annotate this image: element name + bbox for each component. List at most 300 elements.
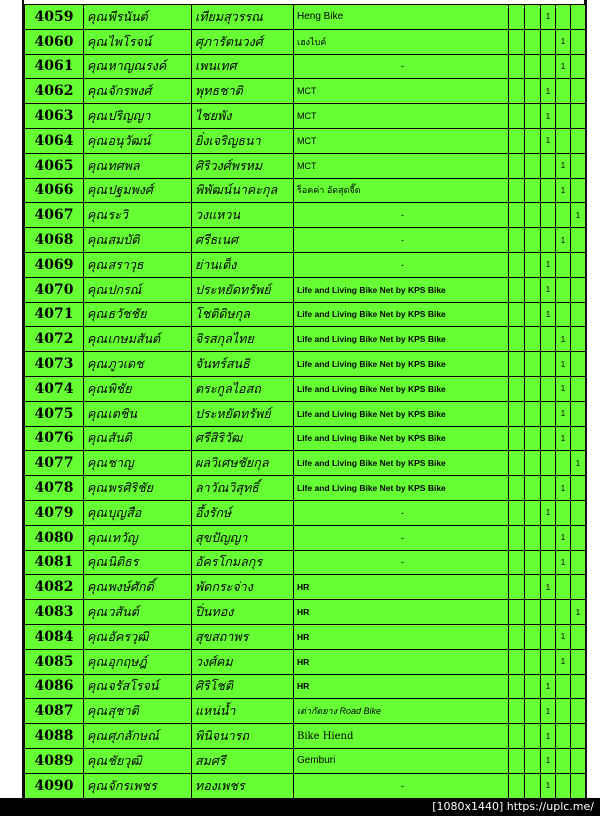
mark-cell: 1 [556,401,571,426]
mark-cell: 1 [541,128,556,153]
table-row [25,748,586,773]
name-title: คุณ [84,773,108,798]
row-number: 4066 [25,178,84,203]
shop-name: Life and Living Bike Net by KPS Bike [294,376,509,401]
shop-name: - [294,525,509,550]
mark-cell [571,624,586,649]
name-title: คุณ [84,451,108,476]
mark-cell [509,352,525,377]
row-number: 4086 [25,674,84,699]
row-number: 4081 [25,550,84,575]
mark-cell: 1 [541,104,556,129]
mark-cell [509,600,525,625]
first-name: ธวัชชัย [108,302,192,327]
registration-table [24,4,586,799]
name-title: คุณ [84,426,108,451]
mark-cell [541,550,556,575]
shop-name: HR [294,600,509,625]
mark-cell [571,525,586,550]
mark-cell [525,5,541,30]
last-name: สมศรี [192,748,294,773]
mark-cell: 1 [541,575,556,600]
mark-cell [525,178,541,203]
mark-cell [541,29,556,54]
mark-cell [525,748,541,773]
mark-cell [525,500,541,525]
name-title: คุณ [84,748,108,773]
mark-cell [509,525,525,550]
last-name: ศิริวงศ์พรหม [192,153,294,178]
shop-name: Life and Living Bike Net by KPS Bike [294,327,509,352]
mark-cell [525,773,541,798]
row-number: 4060 [25,29,84,54]
mark-cell [571,302,586,327]
mark-cell: 1 [571,203,586,228]
last-name: ศรีสิริวัฒ [192,426,294,451]
shop-name: Heng Bike [294,5,509,30]
shop-name: - [294,773,509,798]
mark-cell [509,54,525,79]
mark-cell [541,426,556,451]
mark-cell [525,79,541,104]
mark-cell [525,203,541,228]
table-row [25,178,586,203]
first-name: ภูวเดช [108,352,192,377]
mark-cell: 1 [556,649,571,674]
shop-name: MCT [294,153,509,178]
table-row [25,699,586,724]
mark-cell: 1 [556,624,571,649]
table-row [25,724,586,749]
mark-cell [571,153,586,178]
mark-cell [571,29,586,54]
row-number: 4069 [25,252,84,277]
name-title: คุณ [84,600,108,625]
mark-cell [525,29,541,54]
name-title: คุณ [84,252,108,277]
mark-cell [509,252,525,277]
mark-cell [525,401,541,426]
row-number: 4065 [25,153,84,178]
shop-name: MCT [294,128,509,153]
mark-cell: 1 [556,29,571,54]
shop-name: HR [294,575,509,600]
name-title: คุณ [84,476,108,501]
table-row [25,550,586,575]
name-title: คุณ [84,500,108,525]
shop-name: - [294,228,509,253]
row-number: 4059 [25,5,84,30]
mark-cell [525,302,541,327]
name-title: คุณ [84,302,108,327]
mark-cell: 1 [556,54,571,79]
mark-cell [571,748,586,773]
mark-cell [571,376,586,401]
mark-cell [556,302,571,327]
mark-cell [571,724,586,749]
table-row [25,128,586,153]
last-name: สุขสถาพร [192,624,294,649]
mark-cell: 1 [541,79,556,104]
mark-cell [541,649,556,674]
table-row [25,451,586,476]
table-row [25,54,586,79]
row-number: 4061 [25,54,84,79]
shop-name: - [294,252,509,277]
mark-cell [556,252,571,277]
mark-cell [571,5,586,30]
first-name: สุชาติ [108,699,192,724]
mark-cell [556,773,571,798]
last-name: สุขปัญญา [192,525,294,550]
mark-cell: 1 [556,525,571,550]
mark-cell [571,401,586,426]
row-number: 4078 [25,476,84,501]
last-name: แหน่น้ำ [192,699,294,724]
mark-cell [509,476,525,501]
first-name: อนุวัฒน์ [108,128,192,153]
mark-cell: 1 [541,252,556,277]
table-row [25,600,586,625]
first-name: ไพโรจน์ [108,29,192,54]
table-row [25,426,586,451]
mark-cell: 1 [571,451,586,476]
last-name: พินิจนารถ [192,724,294,749]
table-row [25,327,586,352]
mark-cell [571,79,586,104]
first-name: จักรพงศ์ [108,79,192,104]
mark-cell [525,624,541,649]
shop-name: Life and Living Bike Net by KPS Bike [294,426,509,451]
name-title: คุณ [84,376,108,401]
name-title: คุณ [84,575,108,600]
name-title: คุณ [84,674,108,699]
mark-cell [509,575,525,600]
mark-cell [509,178,525,203]
mark-cell [525,252,541,277]
first-name: ชาญ [108,451,192,476]
mark-cell: 1 [556,476,571,501]
mark-cell [509,29,525,54]
table-row [25,228,586,253]
mark-cell [556,674,571,699]
mark-cell: 1 [571,600,586,625]
mark-cell [509,699,525,724]
first-name: ศุภลักษณ์ [108,724,192,749]
row-number: 4083 [25,600,84,625]
shop-name: - [294,500,509,525]
mark-cell [571,699,586,724]
table-row [25,5,586,30]
mark-cell: 1 [541,5,556,30]
first-name: ปกรณ์ [108,277,192,302]
mark-cell [509,426,525,451]
shop-name: Bike Hiend [294,724,509,749]
table-row [25,352,586,377]
first-name: จรัสโรจน์ [108,674,192,699]
shop-name: MCT [294,79,509,104]
table-row [25,773,586,798]
mark-cell [509,5,525,30]
mark-cell [509,724,525,749]
mark-cell [525,724,541,749]
row-number: 4073 [25,352,84,377]
last-name: วงแหวน [192,203,294,228]
row-number: 4070 [25,277,84,302]
mark-cell [525,525,541,550]
mark-cell [571,327,586,352]
mark-cell [556,500,571,525]
table-row [25,674,586,699]
row-number: 4064 [25,128,84,153]
mark-cell [556,277,571,302]
name-title: คุณ [84,153,108,178]
mark-cell [525,54,541,79]
first-name: พงษ์ศักดิ์ [108,575,192,600]
table-row [25,277,586,302]
mark-cell [541,451,556,476]
row-number: 4067 [25,203,84,228]
name-title: คุณ [84,724,108,749]
first-name: ปริญญา [108,104,192,129]
name-title: คุณ [84,128,108,153]
row-number: 4062 [25,79,84,104]
shop-name: Life and Living Bike Net by KPS Bike [294,451,509,476]
table-row [25,153,586,178]
row-number: 4074 [25,376,84,401]
last-name: ประหยัดทรัพย์ [192,277,294,302]
mark-cell [556,451,571,476]
mark-cell [556,203,571,228]
mark-cell [509,674,525,699]
row-number: 4076 [25,426,84,451]
mark-cell [509,401,525,426]
first-name: ชัยวุฒิ [108,748,192,773]
mark-cell [541,624,556,649]
table-row [25,624,586,649]
mark-cell [571,178,586,203]
name-title: คุณ [84,79,108,104]
first-name: นิติธร [108,550,192,575]
shop-name: HR [294,674,509,699]
mark-cell: 1 [541,674,556,699]
table-row [25,252,586,277]
mark-cell [556,5,571,30]
row-number: 4084 [25,624,84,649]
mark-cell: 1 [556,178,571,203]
mark-cell [509,153,525,178]
name-title: คุณ [84,649,108,674]
name-title: คุณ [84,228,108,253]
mark-cell [571,426,586,451]
mark-cell [509,128,525,153]
mark-cell [571,352,586,377]
mark-cell [571,550,586,575]
mark-cell: 1 [541,302,556,327]
mark-cell [571,649,586,674]
name-title: คุณ [84,699,108,724]
mark-cell [525,327,541,352]
row-number: 4085 [25,649,84,674]
mark-cell [571,277,586,302]
name-title: คุณ [84,203,108,228]
table-row [25,79,586,104]
mark-cell [525,277,541,302]
mark-cell [571,500,586,525]
table-row [25,376,586,401]
row-number: 4071 [25,302,84,327]
mark-cell [509,773,525,798]
mark-cell [541,476,556,501]
name-title: คุณ [84,104,108,129]
name-title: คุณ [84,178,108,203]
shop-name: Life and Living Bike Net by KPS Bike [294,352,509,377]
row-number: 4080 [25,525,84,550]
mark-cell [525,352,541,377]
mark-cell [525,104,541,129]
last-name: ประหยัดทรัพย์ [192,401,294,426]
mark-cell [541,203,556,228]
shop-name: Life and Living Bike Net by KPS Bike [294,401,509,426]
mark-cell [509,277,525,302]
first-name: อุกฤษฎ์ [108,649,192,674]
last-name: ทองเพชร [192,773,294,798]
last-name: ไชยพัง [192,104,294,129]
mark-cell [525,426,541,451]
mark-cell [525,376,541,401]
mark-cell [509,624,525,649]
mark-cell [541,327,556,352]
mark-cell [541,54,556,79]
mark-cell [525,228,541,253]
first-name: บุญสือ [108,500,192,525]
last-name: อัครโกมลกุร [192,550,294,575]
mark-cell [541,401,556,426]
mark-cell [556,699,571,724]
name-title: คุณ [84,624,108,649]
shop-name: Life and Living Bike Net by KPS Bike [294,476,509,501]
shop-name: - [294,54,509,79]
mark-cell: 1 [556,327,571,352]
mark-cell [509,451,525,476]
row-number: 4090 [25,773,84,798]
mark-cell: 1 [541,500,556,525]
table-row [25,649,586,674]
first-name: จักรเพชร [108,773,192,798]
mark-cell [556,748,571,773]
shop-name: Life and Living Bike Net by KPS Bike [294,277,509,302]
shop-name: HR [294,624,509,649]
row-number: 4079 [25,500,84,525]
first-name: สราวุธ [108,252,192,277]
mark-cell [556,79,571,104]
table-row [25,575,586,600]
last-name: จันทร์สนธิ [192,352,294,377]
name-title: คุณ [84,525,108,550]
mark-cell [556,104,571,129]
mark-cell [571,252,586,277]
first-name: สันติ [108,426,192,451]
shop-name: ร็อคค่า อัดสุดจี๊ด [294,178,509,203]
mark-cell [509,203,525,228]
table-row [25,401,586,426]
mark-cell: 1 [541,699,556,724]
mark-cell [525,153,541,178]
name-title: คุณ [84,352,108,377]
table-row [25,104,586,129]
shop-name: MCT [294,104,509,129]
mark-cell [541,228,556,253]
mark-cell [509,79,525,104]
mark-cell [571,674,586,699]
mark-cell [556,575,571,600]
mark-cell [556,600,571,625]
shop-name: Life and Living Bike Net by KPS Bike [294,302,509,327]
last-name: ศุภารัตนวงศ์ [192,29,294,54]
mark-cell [525,575,541,600]
last-name: พัดกระจ่าง [192,575,294,600]
name-title: คุณ [84,5,108,30]
mark-cell [525,699,541,724]
mark-cell [571,104,586,129]
mark-cell [541,153,556,178]
mark-cell [509,550,525,575]
mark-cell [541,376,556,401]
first-name: สมบัติ [108,228,192,253]
mark-cell [571,128,586,153]
shop-name: เฮงไบค์ [294,29,509,54]
mark-cell [571,228,586,253]
mark-cell [525,674,541,699]
last-name: วงศ์คม [192,649,294,674]
shop-name: Gemburi [294,748,509,773]
mark-cell [571,54,586,79]
mark-cell [541,600,556,625]
table-row [25,29,586,54]
mark-cell [509,302,525,327]
mark-cell: 1 [541,773,556,798]
table-row [25,525,586,550]
row-number: 4089 [25,748,84,773]
mark-cell [541,352,556,377]
mark-cell [571,575,586,600]
name-title: คุณ [84,327,108,352]
first-name: เกษมสันต์ [108,327,192,352]
name-title: คุณ [84,29,108,54]
first-name: เตชิน [108,401,192,426]
last-name: ตระกูลไอสถ [192,376,294,401]
mark-cell: 1 [556,228,571,253]
last-name: พิพัฒน์นาคะกุล [192,178,294,203]
mark-cell: 1 [541,748,556,773]
mark-cell: 1 [556,153,571,178]
first-name: วสันต์ [108,600,192,625]
mark-cell [525,476,541,501]
mark-cell [525,128,541,153]
first-name: ทศพล [108,153,192,178]
last-name: ศรีธเนศ [192,228,294,253]
mark-cell [541,525,556,550]
mark-cell [541,178,556,203]
name-title: คุณ [84,277,108,302]
first-name: พรศิริชัย [108,476,192,501]
first-name: ระวิ [108,203,192,228]
last-name: เทียมสุวรรณ [192,5,294,30]
last-name: ศิริโชติ [192,674,294,699]
first-name: เทวัญ [108,525,192,550]
row-number: 4068 [25,228,84,253]
last-name: ลาวัณวิสุทธิ์ [192,476,294,501]
